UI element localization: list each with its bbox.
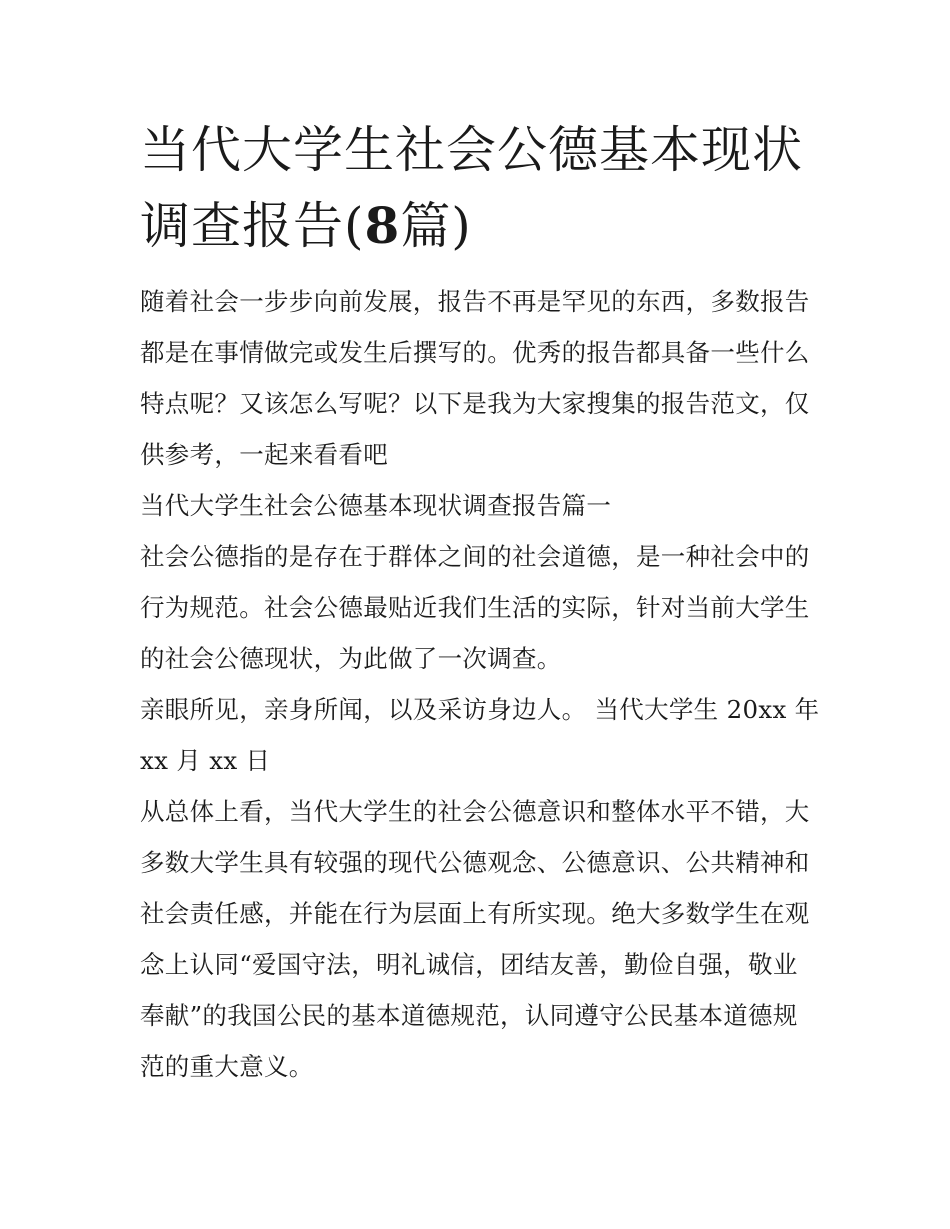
- title-number: 8: [364, 196, 401, 255]
- document-page: [140, 112, 820, 1092]
- findings-paragraph: 从总体上看，当代大学生的社会公德意识和整体水平不错，大多数大学生具有较强的现代公德观念、公德意识、公共精神和社会责任感，并能在行为层面上有所实现。绝大多数学生在观念上认同“爱国守法，明礼诚信，团结友善，勤俭自强，敬业奉献”的我国公民的基本道德规范，认同遵守公民基本道德规范的重大意义。: [140, 797, 810, 1081]
- section-heading: 当代大学生社会公德基本现状调查报告篇一: [140, 491, 612, 520]
- title-text: 当代大学生社会公德基本现状调查报告(: [140, 121, 803, 255]
- intro-paragraph: 随着社会一步步向前发展，报告不再是罕见的东西，多数报告都是在事情做完或发生后撰写的。优秀的报告都具备一些什么特点呢？又该怎么写呢？以下是我为大家搜集的报告范文，仅供参考，一起来看看吧: [140, 287, 810, 469]
- title-suffix: 篇): [400, 197, 472, 255]
- document-title: [140, 112, 820, 264]
- definition-paragraph: 社会公德指的是存在于群体之间的社会道德，是一种社会中的行为规范。社会公德最贴近我们生活的实际，针对当前大学生的社会公德现状，为此做了一次调查。: [140, 542, 810, 673]
- method-paragraph: 亲眼所见，亲身所闻，以及采访身边人。 当代大学生 20xx 年 xx 月 xx 日: [140, 695, 820, 775]
